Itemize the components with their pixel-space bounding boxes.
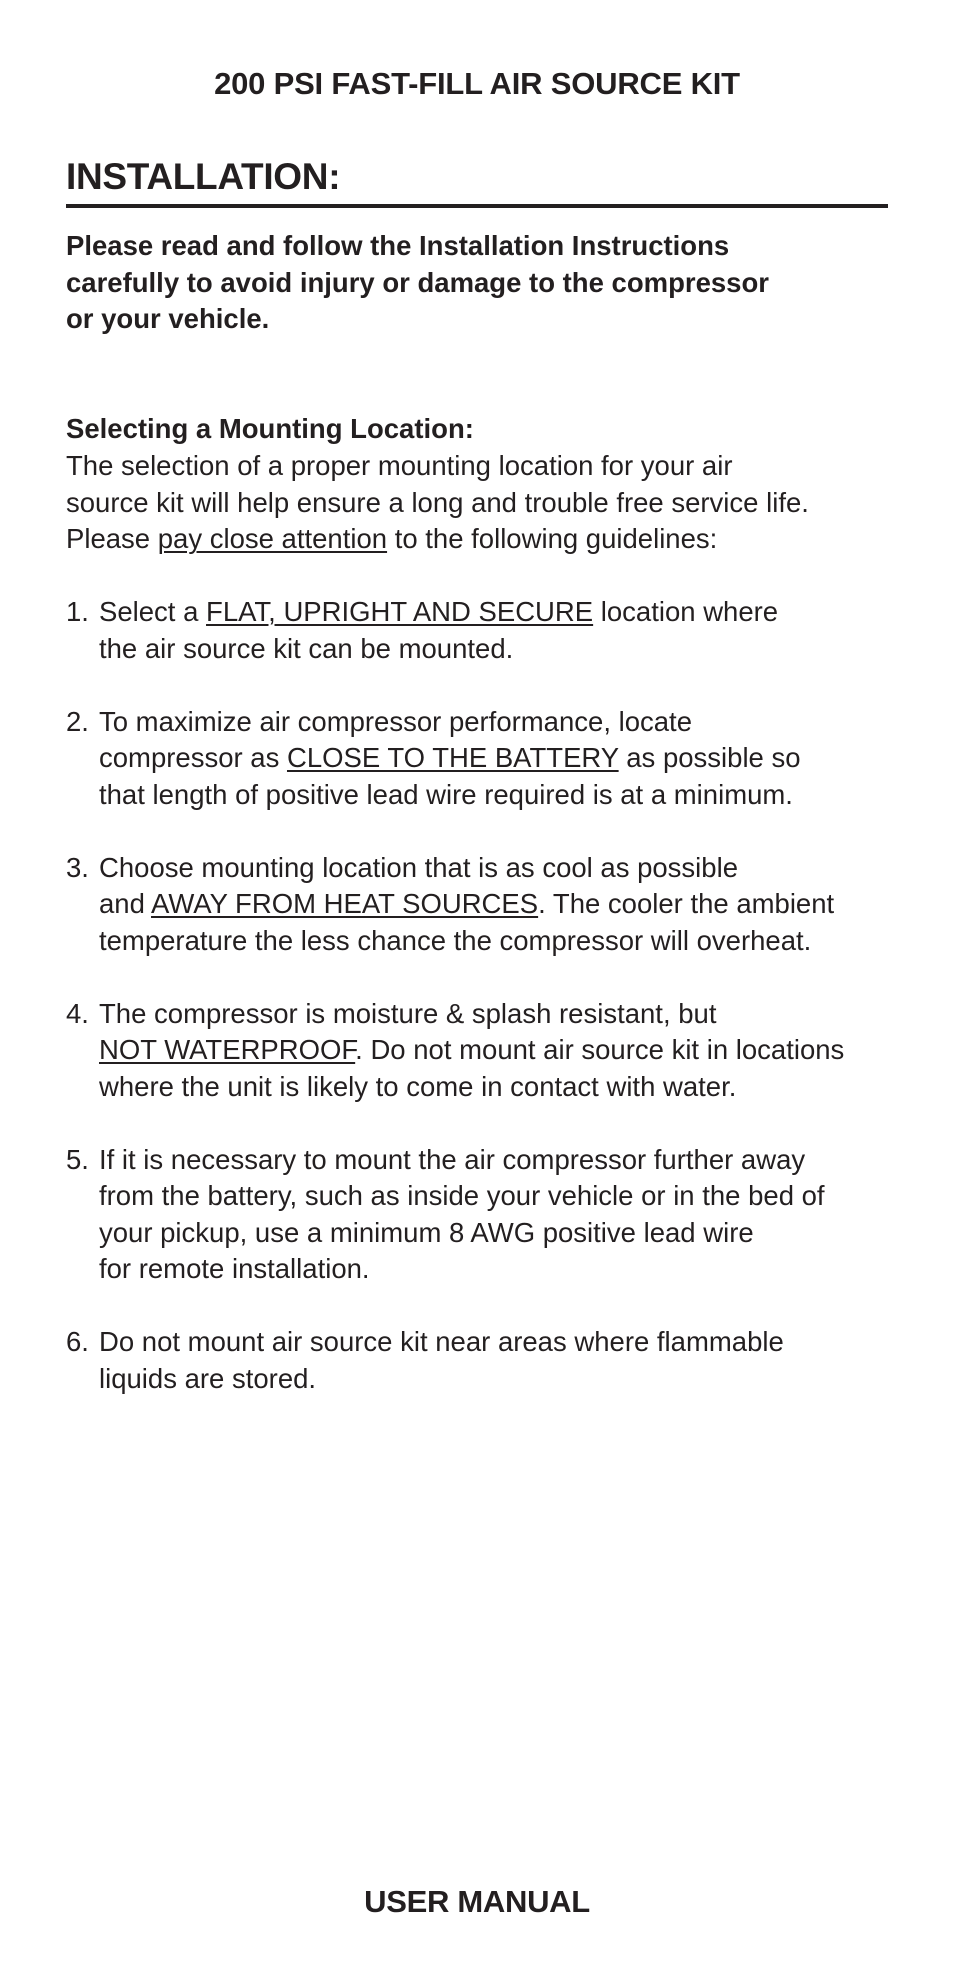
guideline-item-2	[66, 704, 888, 814]
guideline-text: for remote installation.	[99, 1253, 370, 1284]
intro-text: The selection of a proper mounting location for your air	[66, 450, 733, 481]
warning-line: Please read and follow the Installation Instructions	[66, 230, 730, 261]
guideline-number: 3.	[66, 851, 89, 883]
section-heading-installation: INSTALLATION:	[66, 156, 341, 197]
intro-emphasis: pay close attention	[157, 523, 388, 554]
warning-line: carefully to avoid injury or damage to the compressor	[66, 266, 769, 298]
guideline-text: temperature the less chance the compressor will overheat.	[99, 924, 812, 956]
guideline-text: Choose mounting location that is as cool as possible	[99, 851, 738, 883]
guideline-text: . The cooler the ambient	[538, 888, 835, 919]
guideline-text: location where	[593, 596, 779, 627]
guideline-emphasis: FLAT, UPRIGHT AND SECURE	[206, 596, 594, 627]
guideline-text: that length of positive lead wire required is at a minimum.	[99, 778, 793, 810]
guideline-text: If it is necessary to mount the air compressor further away	[99, 1143, 806, 1175]
guideline-number: 5.	[66, 1143, 89, 1175]
guideline-item-5	[66, 1142, 888, 1288]
guideline-number: 2.	[66, 705, 89, 737]
guideline-number: 1.	[66, 596, 89, 627]
guideline-number: 6.	[66, 1326, 89, 1357]
guideline-text: liquids are stored.	[99, 1362, 317, 1394]
guideline-number: 4.	[66, 997, 89, 1029]
intro-text: to the following guidelines:	[387, 523, 718, 554]
safety-warning	[66, 228, 888, 338]
guideline-text: To maximize air compressor performance, locate	[99, 705, 692, 737]
intro-paragraph	[66, 448, 888, 558]
guideline-item-1	[66, 594, 888, 667]
guideline-text: the air source kit can be mounted.	[99, 632, 514, 664]
footer-user-manual: USER MANUAL	[364, 1884, 590, 1919]
guideline-emphasis: AWAY FROM HEAT SOURCES	[151, 888, 539, 919]
guideline-emphasis: NOT WATERPROOF	[99, 1034, 356, 1065]
guideline-text: . Do not mount air source kit in locations	[355, 1034, 845, 1065]
guideline-text: Do not mount air source kit near areas where flammable	[99, 1326, 784, 1357]
guideline-text: from the battery, such as inside your vehicle or in the bed of	[99, 1180, 825, 1211]
guideline-emphasis: CLOSE TO THE BATTERY	[286, 742, 619, 773]
warning-line: or your vehicle.	[66, 303, 270, 334]
guideline-text: where the unit is likely to come in contact with water.	[99, 1070, 737, 1102]
intro-text: Please	[66, 523, 158, 554]
guideline-text: as possible so	[618, 742, 801, 773]
guideline-text: The compressor is moisture & splash resistant, but	[99, 997, 717, 1029]
guideline-item-3	[66, 850, 888, 960]
mounting-guidelines-list	[66, 594, 888, 1434]
guideline-text: Select a	[99, 596, 207, 627]
guideline-text: your pickup, use a minimum 8 AWG positive lead wire	[99, 1216, 754, 1248]
guideline-text: and	[99, 888, 152, 919]
subheading-mounting-location: Selecting a Mounting Location:	[66, 413, 474, 444]
document-title: 200 PSI FAST-FILL AIR SOURCE KIT	[214, 66, 740, 101]
heading-divider	[66, 204, 888, 208]
guideline-text: compressor as	[99, 742, 287, 773]
guideline-item-4	[66, 996, 888, 1106]
guideline-item-6	[66, 1324, 888, 1397]
intro-text: source kit will help ensure a long and trouble free service life.	[66, 486, 809, 518]
